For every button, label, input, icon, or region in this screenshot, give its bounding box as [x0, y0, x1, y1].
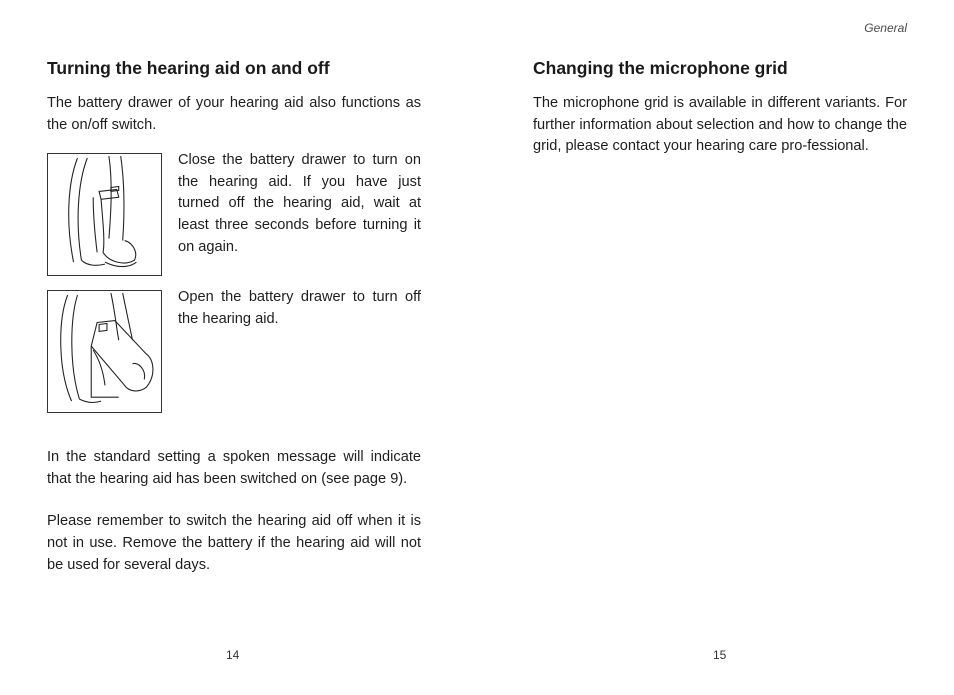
close-drawer-text: Close the battery drawer to turn on the hearing aid. If you have just turned off the hearing aid, wait at least three seconds before turning it on again. [178, 152, 421, 255]
figure-row-open-drawer [47, 290, 421, 413]
hearing-aid-drawer-open-icon [47, 290, 162, 413]
spacer [47, 427, 421, 447]
intro-paragraph: The battery drawer of your hearing aid also functions as the on/off switch. [47, 95, 421, 133]
section-title-microphone-grid: Changing the microphone grid [533, 58, 788, 78]
spoken-message-paragraph: In the standard setting a spoken message will indicate that the hearing aid has been switched on (see page 9). [47, 449, 421, 487]
page-number-right: 15 [713, 648, 727, 662]
section-title-on-off: Turning the hearing aid on and off [47, 58, 330, 78]
page-number-left: 14 [226, 648, 240, 662]
running-header: General [864, 21, 907, 35]
left-column [47, 58, 421, 576]
hearing-aid-drawer-closed-icon [47, 153, 162, 276]
open-drawer-text: Open the battery drawer to turn off the hearing aid. [178, 289, 421, 327]
microphone-grid-paragraph: The microphone grid is available in different variants. For further information about selection and how to change the grid, please contact your hearing care pro-fessional. [533, 95, 907, 155]
right-column [533, 58, 907, 158]
switch-off-reminder-paragraph: Please remember to switch the hearing aid off when it is not in use. Remove the battery if the hearing aid will not be used for several days. [47, 513, 421, 573]
figure-row-close-drawer [47, 153, 421, 276]
